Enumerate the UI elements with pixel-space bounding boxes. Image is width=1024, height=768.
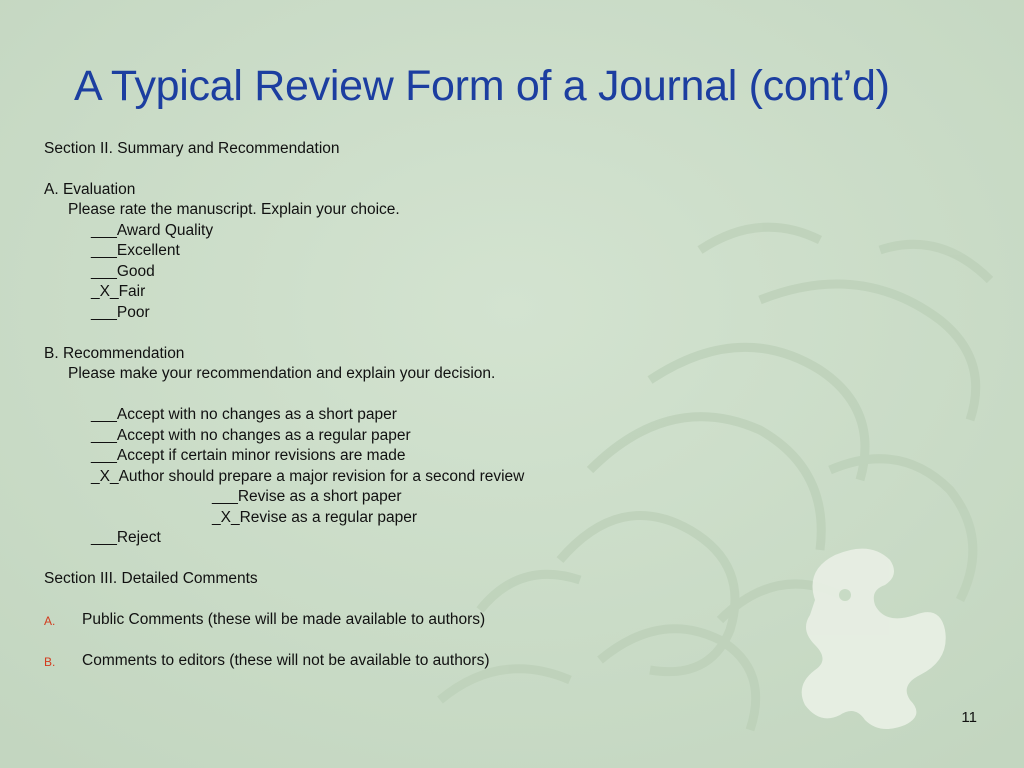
section-3-heading: Section III. Detailed Comments xyxy=(44,570,258,587)
section-2-heading: Section II. Summary and Recommendation xyxy=(44,140,340,157)
evaluation-heading: A. Evaluation xyxy=(44,181,136,198)
evaluation-option: ___Poor xyxy=(91,304,150,321)
revision-sub-option: ___Revise as a short paper xyxy=(212,488,402,505)
evaluation-prompt: Please rate the manuscript. Explain your choice. xyxy=(68,201,400,218)
evaluation-option: ___Good xyxy=(91,263,155,280)
recommendation-option: ___Accept if certain minor revisions are made xyxy=(91,447,406,464)
recommendation-option: ___Accept with no changes as a regular paper xyxy=(91,427,411,444)
recommendation-option-selected: _X_Author should prepare a major revision for a second review xyxy=(91,468,525,485)
page-number: 11 xyxy=(961,709,977,726)
list-marker: B. xyxy=(44,655,56,669)
list-marker: A. xyxy=(44,614,56,628)
evaluation-option: ___Excellent xyxy=(91,242,180,259)
reject-option: ___Reject xyxy=(91,529,161,546)
recommendation-heading: B. Recommendation xyxy=(44,345,185,362)
evaluation-option: ___Award Quality xyxy=(91,222,214,239)
slide-title: A Typical Review Form of a Journal (cont’d) xyxy=(74,62,890,110)
comment-item-text: Comments to editors (these will not be available to authors) xyxy=(82,652,490,669)
comment-item-text: Public Comments (these will be made available to authors) xyxy=(82,611,486,628)
recommendation-option: ___Accept with no changes as a short paper xyxy=(91,406,397,423)
recommendation-prompt: Please make your recommendation and explain your decision. xyxy=(68,365,496,382)
revision-sub-option-selected: _X_Revise as a regular paper xyxy=(212,509,418,526)
evaluation-option-selected: _X_Fair xyxy=(91,283,146,300)
